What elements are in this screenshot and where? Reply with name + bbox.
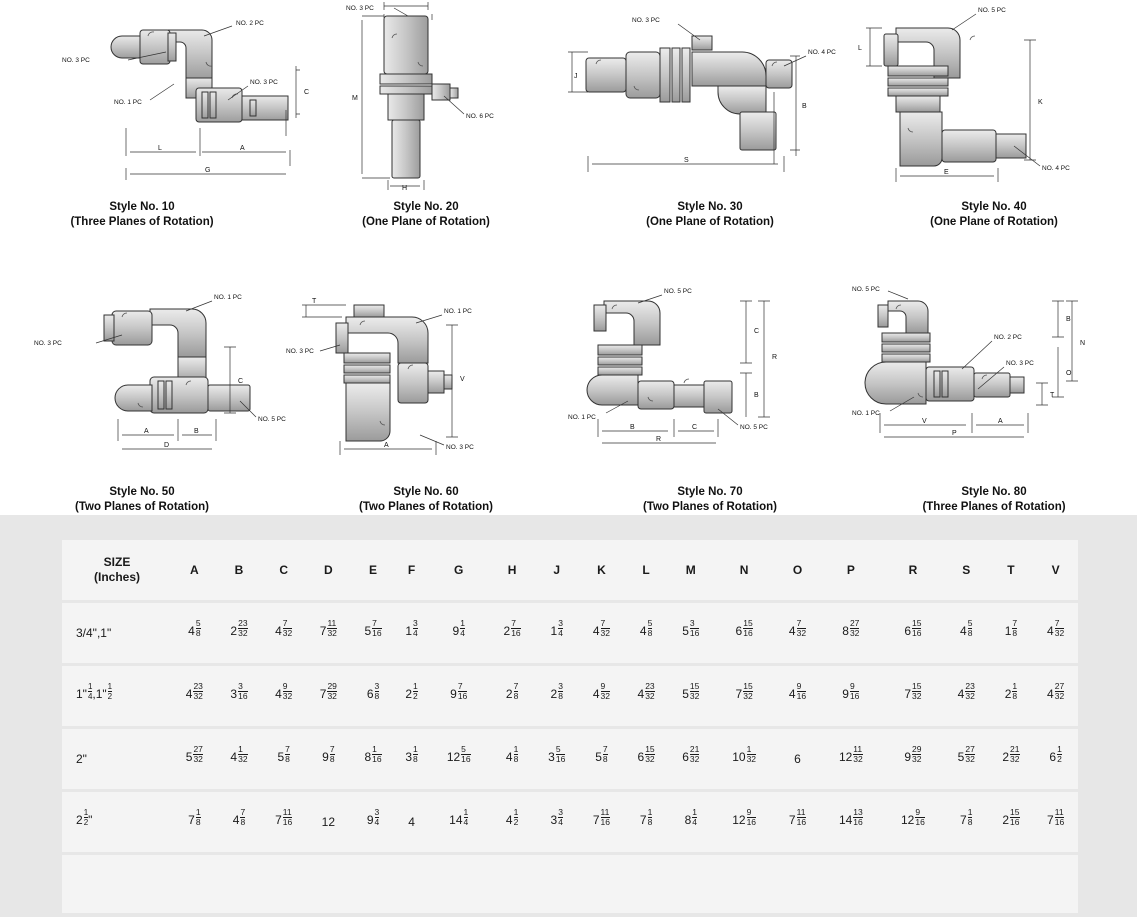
cell-empty: [1033, 855, 1078, 913]
dim-c: C: [692, 424, 698, 431]
callout-no-3-pc-left: NO. 3 PC: [62, 57, 90, 64]
cell-empty: [261, 855, 306, 913]
dimension-table: [62, 540, 1078, 913]
cell-c-1: 4 $\frac{9}{32}$: [261, 666, 306, 729]
table-row: [62, 792, 1078, 855]
dim-k: K: [1038, 99, 1043, 106]
figure-style-30-title: Style No. 30: [677, 201, 743, 213]
cell-size-1: 1" $\frac{1}{4}$ ,1" $\frac{1}{2}$: [62, 666, 172, 729]
figure-style-10-title: Style No. 10: [109, 201, 175, 213]
cell-n-3: 12 $\frac{9}{16}$: [713, 792, 775, 855]
callout-no-1-pc: NO. 1 PC: [444, 308, 472, 315]
dim-r: R: [656, 436, 662, 443]
figure-style-80-title: Style No. 80: [961, 486, 1027, 498]
dim-v: V: [922, 418, 927, 425]
callout-no-5-pc: NO. 5 PC: [258, 416, 286, 423]
callout-no-3-pc-bottom: NO. 3 PC: [446, 444, 474, 451]
cell-empty: [775, 855, 820, 913]
cell-r-0: 6 $\frac{15}{16}$: [882, 603, 944, 666]
cell-empty: [62, 855, 172, 913]
table-row: [62, 729, 1078, 792]
cell-m-3: 8 $\frac{1}{4}$: [668, 792, 713, 855]
figure-style-50-planes: (Two Planes of Rotation): [75, 501, 209, 513]
cell-o-2: 6: [775, 729, 820, 792]
cell-m-1: 5 $\frac{15}{32}$: [668, 666, 713, 729]
cell-f-0: 1 $\frac{3}{4}$: [395, 603, 427, 666]
col-header-l: L: [624, 540, 669, 603]
cell-e-1: 6 $\frac{3}{8}$: [351, 666, 396, 729]
cell-empty: [428, 855, 490, 913]
callout-no-2-pc: NO. 2 PC: [236, 20, 264, 27]
cell-d-1: 7 $\frac{29}{32}$: [306, 666, 351, 729]
cell-n-2: 10 $\frac{1}{32}$: [713, 729, 775, 792]
dim-a: A: [144, 428, 149, 435]
figure-style-50: [0, 285, 284, 515]
callout-no-3-pc-left: NO. 3 PC: [286, 348, 314, 355]
figure-style-70-planes: (Two Planes of Rotation): [643, 501, 777, 513]
col-header-v: V: [1033, 540, 1078, 603]
cell-s-1: 4 $\frac{23}{32}$: [944, 666, 989, 729]
col-header-p: P: [820, 540, 882, 603]
cell-size-0: 3/4",1": [62, 603, 172, 666]
dim-p: P: [952, 430, 957, 437]
cell-p-0: 8 $\frac{27}{32}$: [820, 603, 882, 666]
cell-m-0: 5 $\frac{3}{16}$: [668, 603, 713, 666]
dim-g: G: [205, 167, 211, 174]
dim-b-right: B: [754, 392, 759, 399]
table-row: [62, 603, 1078, 666]
cell-t-2: 2 $\frac{21}{32}$: [989, 729, 1034, 792]
figure-style-70-drawing: [568, 285, 852, 485]
dim-b: B: [1066, 316, 1071, 323]
table-body: [62, 603, 1078, 913]
cell-a-3: 7 $\frac{1}{8}$: [172, 792, 217, 855]
dim-b: B: [630, 424, 635, 431]
dim-t: T: [312, 298, 317, 305]
figure-style-30: [568, 0, 852, 230]
cell-empty: [534, 855, 579, 913]
figure-style-10: [0, 0, 310, 230]
figure-style-60-drawing: [284, 285, 568, 485]
cell-s-3: 7 $\frac{1}{8}$: [944, 792, 989, 855]
dim-a: A: [384, 442, 389, 449]
cell-j-2: 3 $\frac{5}{16}$: [534, 729, 579, 792]
cell-empty: [820, 855, 882, 913]
cell-a-2: 5 $\frac{27}{32}$: [172, 729, 217, 792]
cell-n-0: 6 $\frac{15}{16}$: [713, 603, 775, 666]
callout-no-4-pc: NO. 4 PC: [1042, 165, 1070, 172]
callout-no-3-pc: NO. 3 PC: [34, 340, 62, 347]
figure-row-2: [0, 285, 1137, 515]
callout-no-4-pc: NO. 4 PC: [808, 49, 836, 56]
cell-e-2: 8 $\frac{1}{16}$: [351, 729, 396, 792]
cell-empty: [490, 855, 535, 913]
figure-style-80-planes: (Three Planes of Rotation): [922, 501, 1066, 513]
cell-j-1: 2 $\frac{3}{8}$: [534, 666, 579, 729]
cell-f-2: 3 $\frac{1}{8}$: [395, 729, 427, 792]
dim-m: M: [352, 95, 358, 102]
col-header-h: H: [490, 540, 535, 603]
figure-style-40-title: Style No. 40: [961, 201, 1027, 213]
cell-empty: [395, 855, 427, 913]
callout-no-3-pc: NO. 3 PC: [346, 5, 374, 12]
cell-t-3: 2 $\frac{15}{16}$: [989, 792, 1034, 855]
col-header-s: S: [944, 540, 989, 603]
cell-o-0: 4 $\frac{7}{32}$: [775, 603, 820, 666]
cell-c-2: 5 $\frac{7}{8}$: [261, 729, 306, 792]
cell-empty: [579, 855, 624, 913]
col-header-size-line1: SIZE: [103, 555, 131, 569]
col-header-f: F: [395, 540, 427, 603]
cell-d-3: 12: [306, 792, 351, 855]
cell-g-2: 12 $\frac{5}{16}$: [428, 729, 490, 792]
dim-h: H: [402, 185, 408, 192]
cell-empty: [351, 855, 396, 913]
col-header-a: A: [172, 540, 217, 603]
col-header-g: G: [428, 540, 490, 603]
col-header-k: K: [579, 540, 624, 603]
cell-a-0: 4 $\frac{5}{8}$: [172, 603, 217, 666]
cell-size-2: 2": [62, 729, 172, 792]
cell-empty: [668, 855, 713, 913]
figure-style-20-planes: (One Plane of Rotation): [362, 216, 490, 228]
cell-o-3: 7 $\frac{11}{16}$: [775, 792, 820, 855]
cell-h-0: 2 $\frac{7}{16}$: [490, 603, 535, 666]
dim-n: N: [1080, 340, 1086, 347]
cell-size-3: 2 $\frac{1}{2}$ ": [62, 792, 172, 855]
col-header-b: B: [217, 540, 262, 603]
cell-h-2: 4 $\frac{1}{8}$: [490, 729, 535, 792]
cell-empty: [624, 855, 669, 913]
cell-g-1: 9 $\frac{7}{16}$: [428, 666, 490, 729]
dim-j: J: [574, 73, 578, 80]
callout-no-3-pc-right: NO. 3 PC: [250, 79, 278, 86]
col-header-n: N: [713, 540, 775, 603]
cell-h-3: 4 $\frac{1}{2}$: [490, 792, 535, 855]
callout-no-5-pc-right: NO. 5 PC: [740, 424, 768, 431]
cell-d-0: 7 $\frac{11}{32}$: [306, 603, 351, 666]
cell-d-2: 9 $\frac{7}{8}$: [306, 729, 351, 792]
cell-c-3: 7 $\frac{11}{16}$: [261, 792, 306, 855]
dim-l: L: [158, 145, 162, 152]
cell-v-1: 4 $\frac{27}{32}$: [1033, 666, 1078, 729]
callout-no-3-pc: NO. 3 PC: [1006, 360, 1034, 367]
cell-f-1: 2 $\frac{1}{2}$: [395, 666, 427, 729]
figure-style-60-title: Style No. 60: [393, 486, 459, 498]
dim-r-right: R: [772, 354, 778, 361]
cell-empty: [217, 855, 262, 913]
col-header-size: [62, 540, 172, 603]
figure-style-40-planes: (One Plane of Rotation): [930, 216, 1058, 228]
cell-g-3: 14 $\frac{1}{4}$: [428, 792, 490, 855]
cell-empty: [882, 855, 944, 913]
cell-o-1: 4 $\frac{9}{16}$: [775, 666, 820, 729]
callout-no-5-pc: NO. 5 PC: [978, 7, 1006, 14]
cell-empty: [989, 855, 1034, 913]
callout-no-1-pc: NO. 1 PC: [214, 294, 242, 301]
callout-no-2-pc: NO. 2 PC: [994, 334, 1022, 341]
figure-style-70-title: Style No. 70: [677, 486, 743, 498]
dim-c-top: C: [754, 328, 760, 335]
figure-style-40-drawing: [852, 0, 1136, 200]
dim-b: B: [802, 103, 807, 110]
col-header-m: M: [668, 540, 713, 603]
cell-empty: [944, 855, 989, 913]
cell-r-1: 7 $\frac{15}{32}$: [882, 666, 944, 729]
cell-empty: [306, 855, 351, 913]
cell-b-0: 2 $\frac{23}{32}$: [217, 603, 262, 666]
dim-c: C: [238, 378, 244, 385]
cell-k-2: 5 $\frac{7}{8}$: [579, 729, 624, 792]
dim-a: A: [998, 418, 1003, 425]
cell-v-3: 7 $\frac{11}{16}$: [1033, 792, 1078, 855]
dim-s: S: [684, 157, 689, 164]
col-header-r: R: [882, 540, 944, 603]
col-header-size-line2: (Inches): [93, 570, 140, 584]
figure-style-20-drawing: [284, 0, 568, 200]
callout-no-5-pc: NO. 5 PC: [852, 286, 880, 293]
figure-style-30-planes: (One Plane of Rotation): [646, 216, 774, 228]
cell-j-0: 1 $\frac{3}{4}$: [534, 603, 579, 666]
cell-l-0: 4 $\frac{5}{8}$: [624, 603, 669, 666]
cell-k-0: 4 $\frac{7}{32}$: [579, 603, 624, 666]
callout-no-6-pc: NO. 6 PC: [466, 113, 494, 120]
cell-empty: [713, 855, 775, 913]
cell-h-1: 2 $\frac{7}{8}$: [490, 666, 535, 729]
dim-o: O: [1066, 370, 1072, 377]
cell-g-0: 9 $\frac{1}{4}$: [428, 603, 490, 666]
cell-s-0: 4 $\frac{5}{8}$: [944, 603, 989, 666]
cell-k-1: 4 $\frac{9}{32}$: [579, 666, 624, 729]
figure-row-1: [0, 0, 1137, 230]
callout-no-5-pc-top: NO. 5 PC: [664, 288, 692, 295]
figure-style-10-drawing: [0, 0, 310, 200]
cell-v-0: 4 $\frac{7}{32}$: [1033, 603, 1078, 666]
cell-j-3: 3 $\frac{3}{4}$: [534, 792, 579, 855]
cell-b-2: 4 $\frac{1}{32}$: [217, 729, 262, 792]
cell-e-0: 5 $\frac{7}{16}$: [351, 603, 396, 666]
figure-style-20: [284, 0, 568, 230]
cell-r-2: 9 $\frac{29}{32}$: [882, 729, 944, 792]
cell-t-1: 2 $\frac{1}{8}$: [989, 666, 1034, 729]
figure-style-70: [568, 285, 852, 515]
cell-t-0: 1 $\frac{7}{8}$: [989, 603, 1034, 666]
figure-style-10-planes: (Three Planes of Rotation): [70, 216, 214, 228]
dim-d: D: [164, 442, 170, 449]
cell-a-1: 4 $\frac{23}{32}$: [172, 666, 217, 729]
cell-v-2: 6 $\frac{1}{2}$: [1033, 729, 1078, 792]
dim-e: E: [944, 169, 949, 176]
cell-e-3: 9 $\frac{3}{4}$: [351, 792, 396, 855]
figure-style-80: [852, 285, 1136, 515]
col-header-j: J: [534, 540, 579, 603]
dim-a: A: [240, 145, 245, 152]
callout-no-3-pc: NO. 3 PC: [632, 17, 660, 24]
table-row-empty: [62, 855, 1078, 913]
cell-l-1: 4 $\frac{23}{32}$: [624, 666, 669, 729]
table-header-row: [62, 540, 1078, 603]
cell-k-3: 7 $\frac{11}{16}$: [579, 792, 624, 855]
callout-no-1-pc: NO. 1 PC: [114, 99, 142, 106]
cell-s-2: 5 $\frac{27}{32}$: [944, 729, 989, 792]
figure-style-40: [852, 0, 1136, 230]
figure-style-80-drawing: [852, 285, 1136, 485]
col-header-d: D: [306, 540, 351, 603]
cell-p-3: 14 $\frac{13}{16}$: [820, 792, 882, 855]
dim-c: C: [304, 89, 310, 96]
cell-b-1: 3 $\frac{3}{16}$: [217, 666, 262, 729]
dim-l: L: [858, 45, 862, 52]
cell-empty: [172, 855, 217, 913]
cell-n-1: 7 $\frac{15}{32}$: [713, 666, 775, 729]
figure-style-50-title: Style No. 50: [109, 486, 175, 498]
figure-style-50-drawing: [0, 285, 284, 485]
col-header-c: C: [261, 540, 306, 603]
callout-no-1-pc: NO. 1 PC: [852, 410, 880, 417]
cell-r-3: 12 $\frac{9}{16}$: [882, 792, 944, 855]
dim-t: T: [1050, 392, 1055, 399]
dimension-table-band: [0, 515, 1137, 917]
cell-m-2: 6 $\frac{21}{32}$: [668, 729, 713, 792]
figure-style-20-title: Style No. 20: [393, 201, 459, 213]
dim-v: V: [460, 376, 465, 383]
callout-no-1-pc: NO. 1 PC: [568, 414, 596, 421]
dim-b: B: [194, 428, 199, 435]
col-header-o: O: [775, 540, 820, 603]
col-header-e: E: [351, 540, 396, 603]
cell-c-0: 4 $\frac{7}{32}$: [261, 603, 306, 666]
figure-style-60-planes: (Two Planes of Rotation): [359, 501, 493, 513]
cell-b-3: 4 $\frac{7}{8}$: [217, 792, 262, 855]
cell-p-2: 12 $\frac{11}{32}$: [820, 729, 882, 792]
col-header-t: T: [989, 540, 1034, 603]
cell-l-3: 7 $\frac{1}{8}$: [624, 792, 669, 855]
cell-l-2: 6 $\frac{15}{32}$: [624, 729, 669, 792]
figure-style-60: [284, 285, 568, 515]
figure-style-30-drawing: [568, 0, 852, 200]
cell-p-1: 9 $\frac{9}{16}$: [820, 666, 882, 729]
cell-f-3: 4: [395, 792, 427, 855]
table-row: [62, 666, 1078, 729]
